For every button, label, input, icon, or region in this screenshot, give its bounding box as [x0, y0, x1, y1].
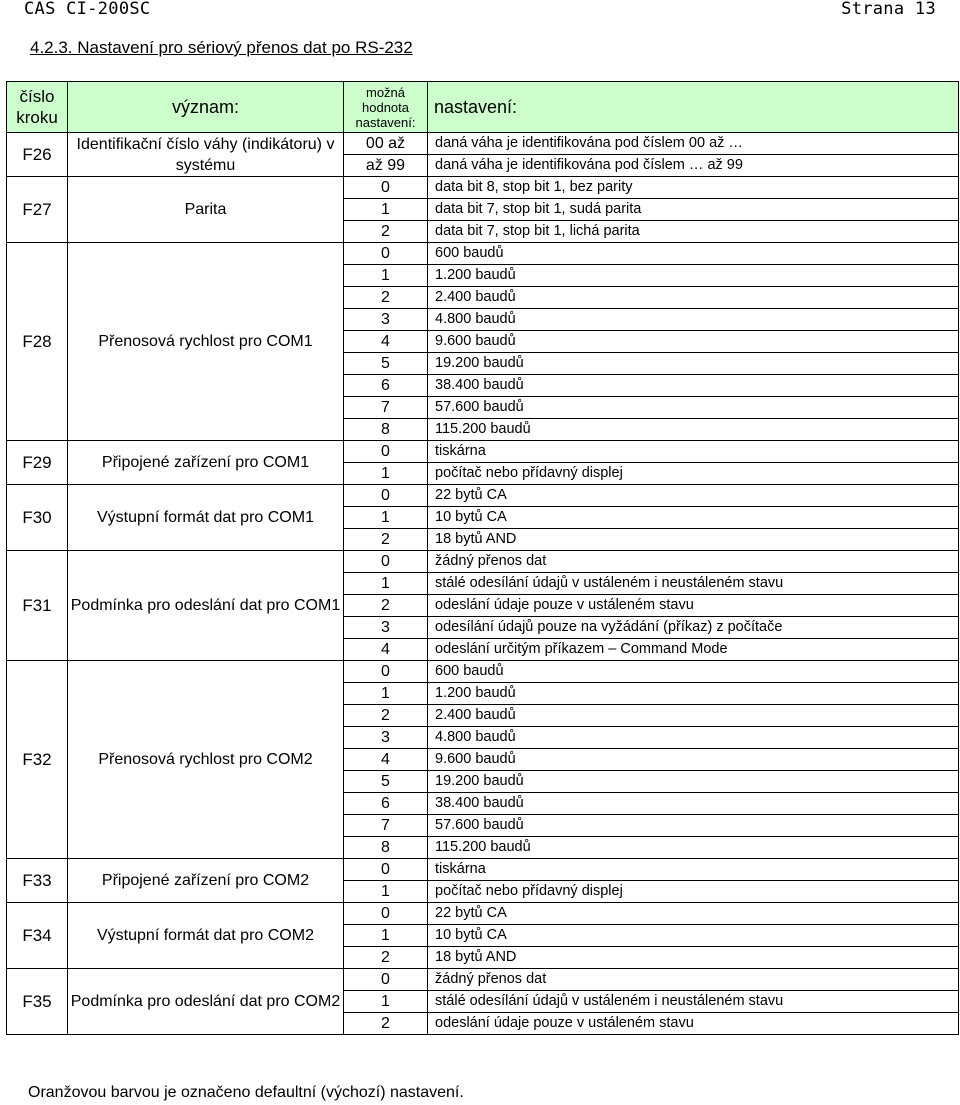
- option-setting: 600 baudů: [428, 661, 959, 683]
- option-value: 0: [344, 243, 428, 265]
- option-value: 2: [344, 221, 428, 243]
- step-code: F32: [7, 661, 68, 859]
- document-header-title: CAS CI-200SC: [24, 0, 151, 19]
- option-setting: žádný přenos dat: [428, 969, 959, 991]
- option-value: 0: [344, 177, 428, 199]
- step-meaning: Připojené zařízení pro COM2: [68, 859, 344, 903]
- option-value: až 99: [344, 155, 428, 177]
- option-setting: 38.400 baudů: [428, 375, 959, 397]
- option-value: 1: [344, 265, 428, 287]
- header-step: číslo kroku: [7, 82, 68, 133]
- option-setting: odeslání údaje pouze v ustáleném stavu: [428, 595, 959, 617]
- option-setting: 9.600 baudů: [428, 749, 959, 771]
- step-code: F28: [7, 243, 68, 441]
- option-value: 4: [344, 749, 428, 771]
- footer-note: Oranžovou barvou je označeno defaultní (výchozí) nastavení.: [28, 1084, 464, 1101]
- settings-table: [6, 81, 959, 1035]
- option-setting: odeslání určitým příkazem – Command Mode: [428, 639, 959, 661]
- option-setting: 22 bytů CA: [428, 903, 959, 925]
- option-setting: žádný přenos dat: [428, 551, 959, 573]
- table-header-row: [7, 82, 959, 133]
- option-value: 0: [344, 551, 428, 573]
- option-setting: odeslání údaje pouze v ustáleném stavu: [428, 1013, 959, 1035]
- option-value: 0: [344, 485, 428, 507]
- step-meaning: Podmínka pro odeslání dat pro COM2: [68, 969, 344, 1035]
- step-meaning: Parita: [68, 177, 344, 243]
- option-setting: odesílání údajů pouze na vyžádání (příkaz) z počítače: [428, 617, 959, 639]
- option-setting: daná váha je identifikována pod číslem … až 99: [428, 155, 959, 177]
- option-setting: stálé odesílání údajů v ustáleném i neustáleném stavu: [428, 573, 959, 595]
- option-value: 2: [344, 529, 428, 551]
- step-code: F35: [7, 969, 68, 1035]
- option-value: 0: [344, 969, 428, 991]
- step-code: F33: [7, 859, 68, 903]
- option-value: 1: [344, 463, 428, 485]
- option-setting: 2.400 baudů: [428, 705, 959, 727]
- option-setting: 57.600 baudů: [428, 397, 959, 419]
- option-setting: 9.600 baudů: [428, 331, 959, 353]
- option-value: 6: [344, 793, 428, 815]
- option-setting: stálé odesílání údajů v ustáleném i neustáleném stavu: [428, 991, 959, 1013]
- step-meaning: Identifikační číslo váhy (indikátoru) v systému: [68, 133, 344, 177]
- option-value: 8: [344, 837, 428, 859]
- option-value: 1: [344, 683, 428, 705]
- header-meaning: význam:: [68, 82, 344, 133]
- option-setting: 1.200 baudů: [428, 683, 959, 705]
- option-value: 3: [344, 617, 428, 639]
- option-setting: 10 bytů CA: [428, 925, 959, 947]
- step-meaning: Výstupní formát dat pro COM1: [68, 485, 344, 551]
- option-setting: 4.800 baudů: [428, 309, 959, 331]
- table-row: [7, 441, 959, 463]
- option-value: 1: [344, 507, 428, 529]
- option-setting: 1.200 baudů: [428, 265, 959, 287]
- option-setting: data bit 7, stop bit 1, sudá parita: [428, 199, 959, 221]
- step-meaning: Přenosová rychlost pro COM1: [68, 243, 344, 441]
- header-setting: nastavení:: [428, 82, 959, 133]
- step-code: F30: [7, 485, 68, 551]
- header-value: možná hodnota nastavení:: [344, 82, 428, 133]
- option-setting: 57.600 baudů: [428, 815, 959, 837]
- option-setting: daná váha je identifikována pod číslem 00 až …: [428, 133, 959, 155]
- table-row: [7, 969, 959, 991]
- option-setting: 600 baudů: [428, 243, 959, 265]
- table-row: [7, 243, 959, 265]
- option-value: 1: [344, 199, 428, 221]
- option-setting: 10 bytů CA: [428, 507, 959, 529]
- option-value: 4: [344, 331, 428, 353]
- table-row: [7, 661, 959, 683]
- option-value: 5: [344, 771, 428, 793]
- option-value: 2: [344, 1013, 428, 1035]
- option-value: 2: [344, 595, 428, 617]
- option-setting: data bit 7, stop bit 1, lichá parita: [428, 221, 959, 243]
- option-setting: 115.200 baudů: [428, 837, 959, 859]
- step-code: F26: [7, 133, 68, 177]
- option-value: 7: [344, 397, 428, 419]
- option-value: 1: [344, 573, 428, 595]
- option-value: 2: [344, 705, 428, 727]
- step-meaning: Připojené zařízení pro COM1: [68, 441, 344, 485]
- step-meaning: Výstupní formát dat pro COM2: [68, 903, 344, 969]
- step-meaning: Přenosová rychlost pro COM2: [68, 661, 344, 859]
- step-meaning: Podmínka pro odeslání dat pro COM1: [68, 551, 344, 661]
- option-value: 2: [344, 947, 428, 969]
- option-setting: data bit 8, stop bit 1, bez parity: [428, 177, 959, 199]
- option-value: 0: [344, 903, 428, 925]
- option-setting: 4.800 baudů: [428, 727, 959, 749]
- step-code: F29: [7, 441, 68, 485]
- option-setting: 115.200 baudů: [428, 419, 959, 441]
- option-value: 3: [344, 309, 428, 331]
- table-row: [7, 903, 959, 925]
- option-value: 2: [344, 287, 428, 309]
- option-setting: 18 bytů AND: [428, 529, 959, 551]
- option-value: 0: [344, 661, 428, 683]
- option-value: 4: [344, 639, 428, 661]
- option-value: 8: [344, 419, 428, 441]
- option-setting: 38.400 baudů: [428, 793, 959, 815]
- option-setting: 22 bytů CA: [428, 485, 959, 507]
- page-number: Strana 13: [841, 0, 936, 19]
- step-code: F31: [7, 551, 68, 661]
- option-setting: 19.200 baudů: [428, 353, 959, 375]
- option-value: 0: [344, 441, 428, 463]
- option-value: 0: [344, 859, 428, 881]
- table-row: [7, 551, 959, 573]
- section-title: 4.2.3. Nastavení pro sériový přenos dat po RS-232: [30, 38, 413, 57]
- option-setting: tiskárna: [428, 859, 959, 881]
- option-value: 1: [344, 925, 428, 947]
- option-setting: počítač nebo přídavný displej: [428, 463, 959, 485]
- option-value: 6: [344, 375, 428, 397]
- option-setting: počítač nebo přídavný displej: [428, 881, 959, 903]
- table-row: [7, 133, 959, 155]
- table-body: [7, 133, 959, 1035]
- option-setting: tiskárna: [428, 441, 959, 463]
- table-row: [7, 485, 959, 507]
- option-value: 00 až: [344, 133, 428, 155]
- table-row: [7, 177, 959, 199]
- table-row: [7, 859, 959, 881]
- option-value: 1: [344, 881, 428, 903]
- option-value: 3: [344, 727, 428, 749]
- step-code: F34: [7, 903, 68, 969]
- step-code: F27: [7, 177, 68, 243]
- option-setting: 19.200 baudů: [428, 771, 959, 793]
- option-value: 7: [344, 815, 428, 837]
- option-setting: 18 bytů AND: [428, 947, 959, 969]
- option-setting: 2.400 baudů: [428, 287, 959, 309]
- option-value: 1: [344, 991, 428, 1013]
- option-value: 5: [344, 353, 428, 375]
